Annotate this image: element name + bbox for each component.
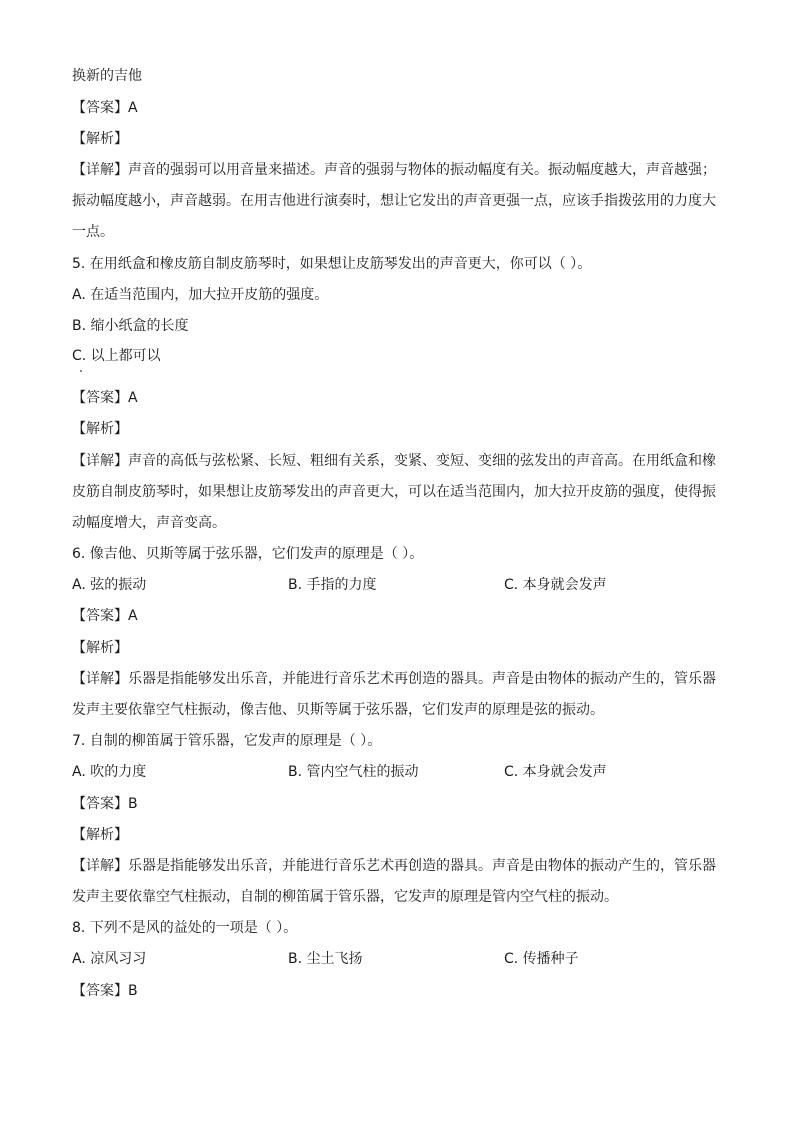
question-5: 5. 在用纸盒和橡皮筋自制皮筋琴时，如果想让皮筋琴发出的声音更大，你可以（ ）。 <box>72 256 592 272</box>
explanation-line: 发声主要依靠空气柱振动，像吉他、贝斯等属于弦乐器，它们发声的原理是弦的振动。 <box>72 702 604 718</box>
explanation-line: 发声主要依靠空气柱振动，自制的柳笛属于管乐器，它发声的原理是管内空气柱的振动。 <box>72 889 618 905</box>
explanation-line: 一点。 <box>72 224 114 240</box>
question-8: 8. 下列不是风的益处的一项是（ ）。 <box>72 920 298 936</box>
option-c: C. 本身就会发声 <box>504 764 607 780</box>
analysis-label: 【解析】 <box>72 827 128 843</box>
question-6: 6. 像吉他、贝斯等属于弦乐器，它们发声的原理是（ ）。 <box>72 546 424 562</box>
option-b: B. 管内空气柱的振动 <box>288 764 419 780</box>
explanation-line: 【详解】声音的高低与弦松紧、长短、粗细有关系，变紧、变短、变细的弦发出的声音高。在用纸盒和橡 <box>72 453 716 469</box>
explanation-line: 【详解】乐器是指能够发出乐音，并能进行音乐艺术再创造的器具。声音是由物体的振动产生的，管乐器 <box>72 671 716 687</box>
answer-label: 【答案】A <box>72 100 138 116</box>
option-a: A. 在适当范围内，加大拉开皮筋的强度。 <box>72 287 329 303</box>
option-a: A. 弦的振动 <box>72 577 147 593</box>
explanation-line: 振动幅度越小，声音越弱。在用吉他进行演奏时，想让它发出的声音更强一点，应该手指拨弦用的力度大 <box>72 193 716 209</box>
option-b: B. 手指的力度 <box>288 577 377 593</box>
answer-label: 【答案】B <box>72 983 138 999</box>
analysis-label: 【解析】 <box>72 421 128 437</box>
explanation-line: 皮筋自制皮筋琴时，如果想让皮筋琴发出的声音更大，可以在适当范围内，加大拉开皮筋的强度，使得振 <box>72 484 716 500</box>
option-c: C. 本身就会发声 <box>504 577 607 593</box>
question-7: 7. 自制的柳笛属于管乐器，它发声的原理是（ ）。 <box>72 733 382 749</box>
explanation-line: 【详解】乐器是指能够发出乐音，并能进行音乐艺术再创造的器具。声音是由物体的振动产生的，管乐器 <box>72 858 716 874</box>
stray-dot <box>80 370 82 372</box>
option-c: C. 以上都可以 <box>72 348 161 364</box>
explanation-line: 动幅度增大，声音变高。 <box>72 515 226 531</box>
text-line: 换新的吉他 <box>72 68 142 84</box>
answer-label: 【答案】A <box>72 608 138 624</box>
option-a: A. 凉风习习 <box>72 951 147 967</box>
option-b: B. 缩小纸盒的长度 <box>72 318 189 334</box>
option-a: A. 吹的力度 <box>72 764 147 780</box>
answer-label: 【答案】A <box>72 390 138 406</box>
option-c: C. 传播种子 <box>504 951 579 967</box>
answer-label: 【答案】B <box>72 796 138 812</box>
option-b: B. 尘土飞扬 <box>288 951 363 967</box>
analysis-label: 【解析】 <box>72 640 128 656</box>
explanation-line: 【详解】声音的强弱可以用音量来描述。声音的强弱与物体的振动幅度有关。振动幅度越大，声音越强； <box>72 162 716 178</box>
analysis-label: 【解析】 <box>72 131 128 147</box>
